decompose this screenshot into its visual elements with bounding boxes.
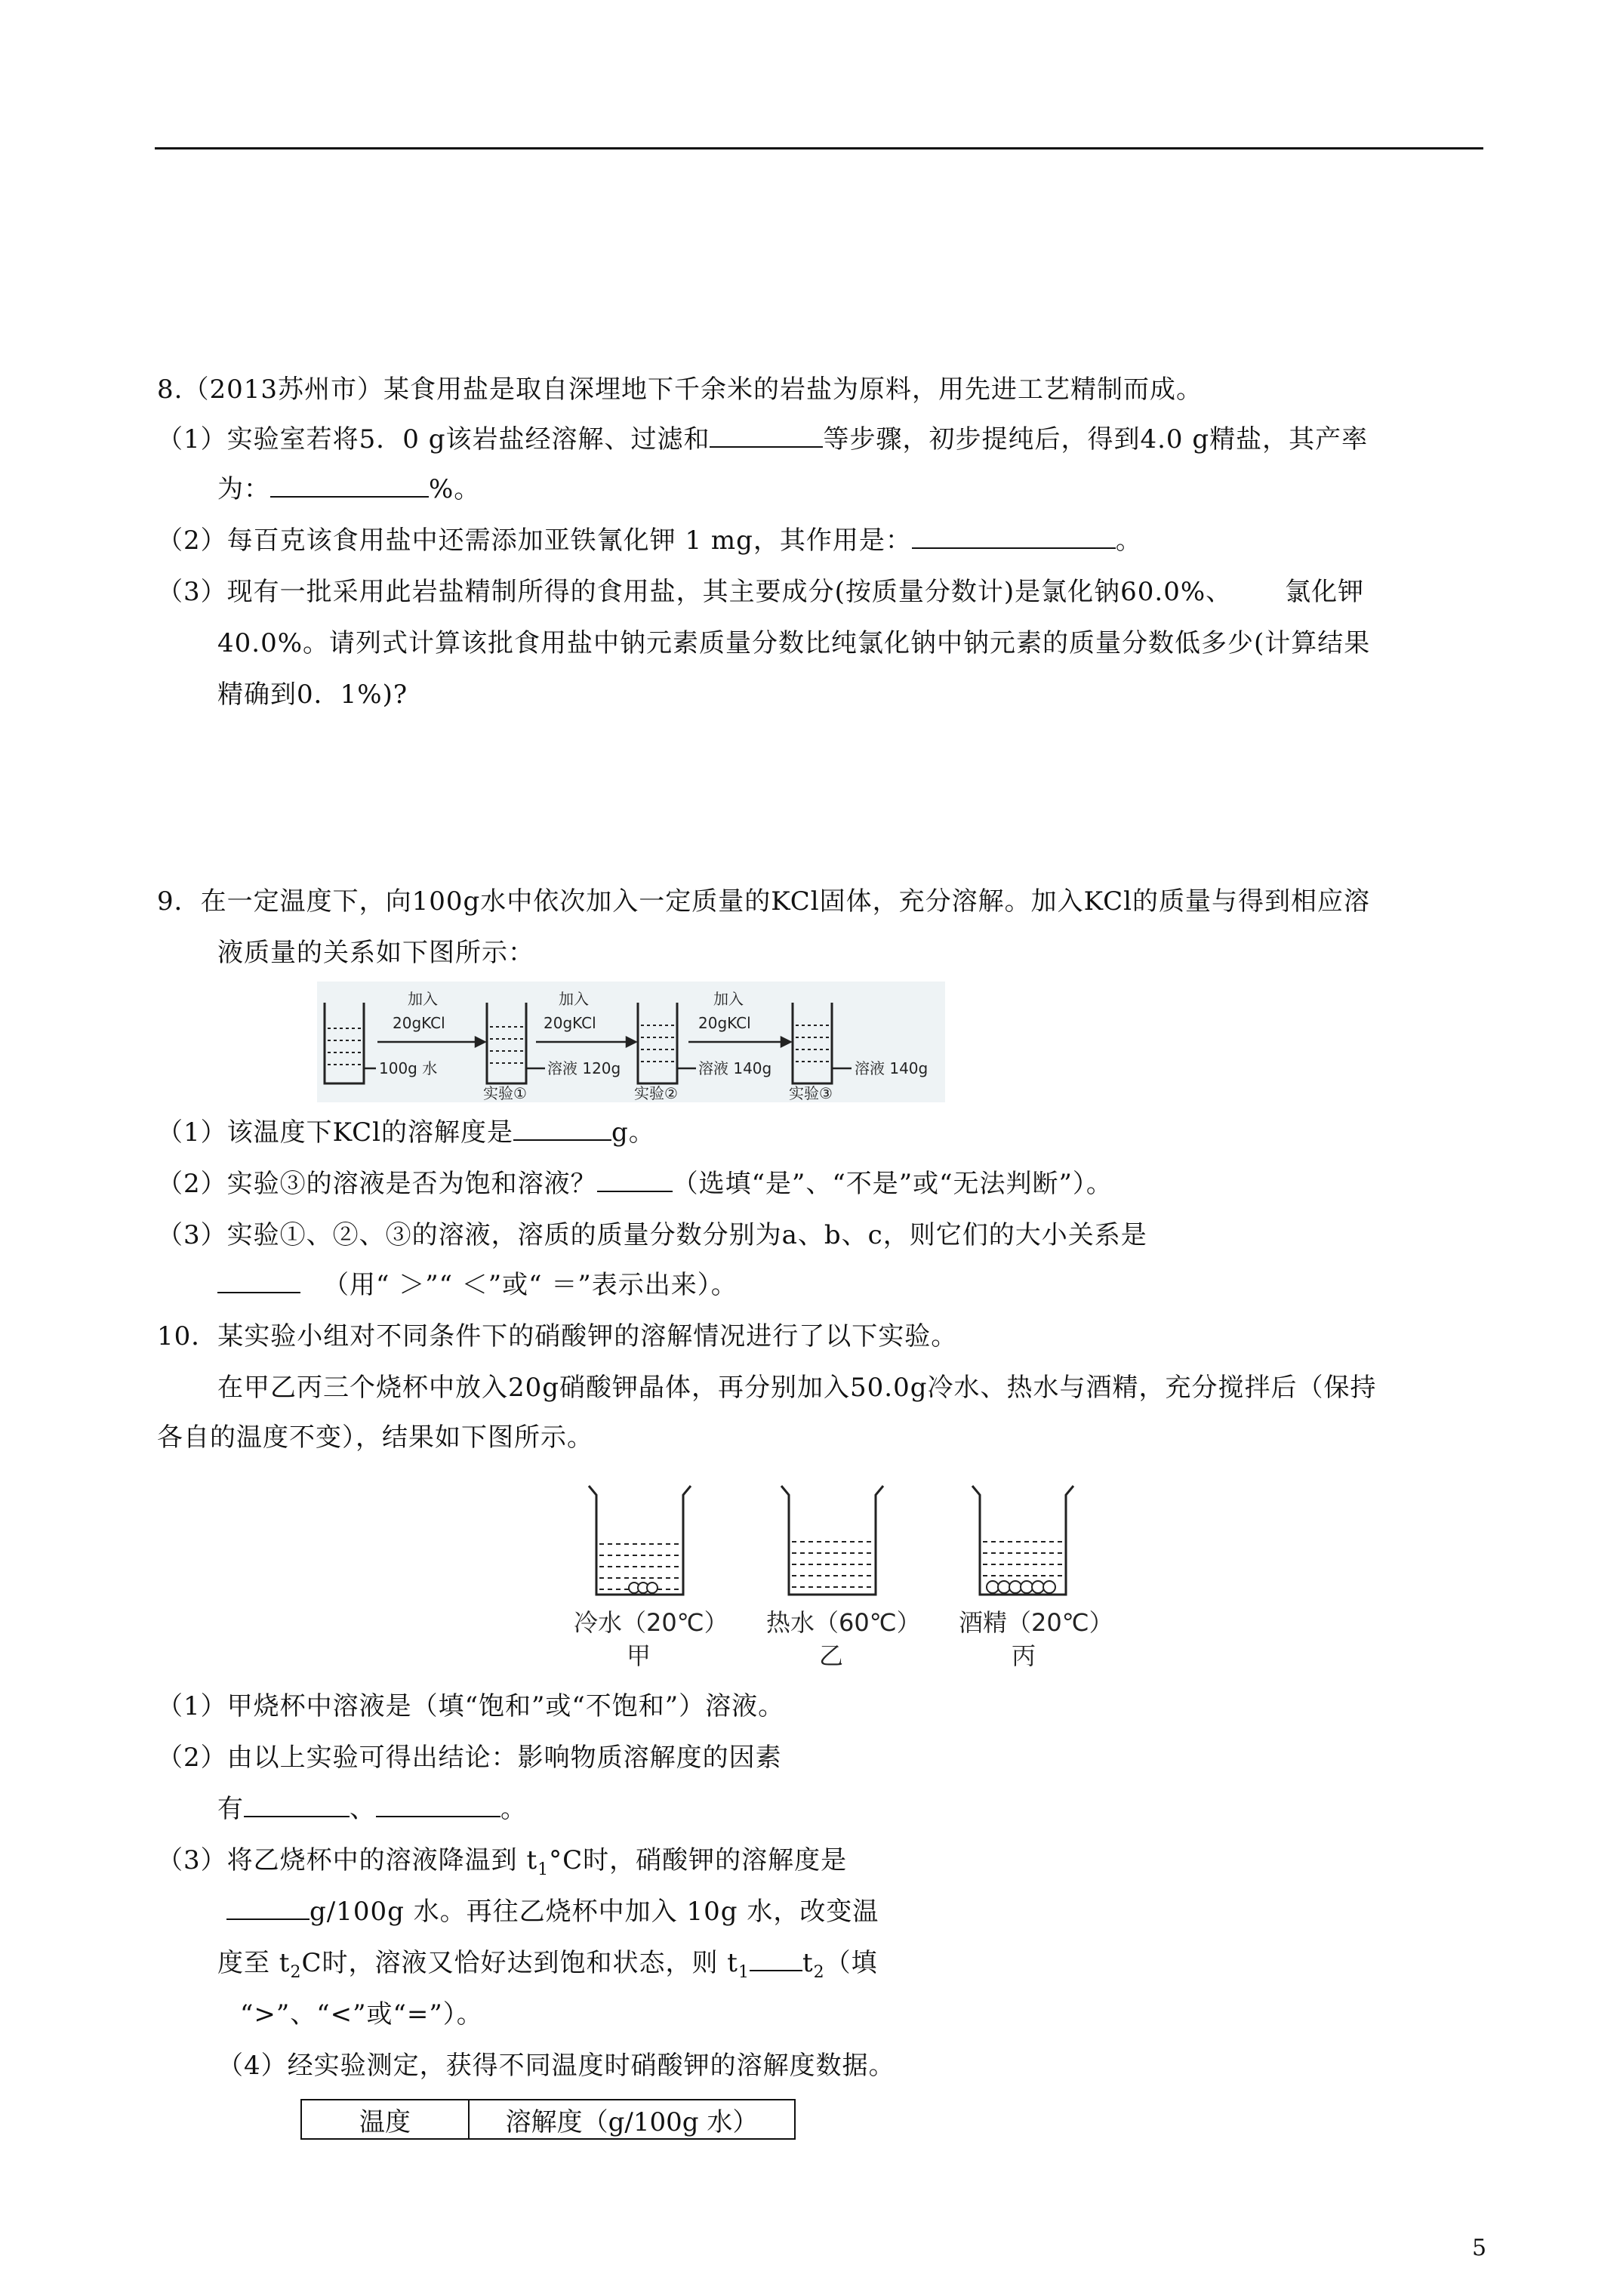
q8-part3-line3: 精确到0．1%)? — [217, 680, 408, 710]
q8-part3-line1: （3）现有一批采用此岩盐精制所得的食用盐，其主要成分(按质量分数计)是氯化钠60.0%、 氯化钾 — [157, 577, 1365, 607]
q8-part1-line1: （1）实验室若将5．0 g该岩盐经溶解、过滤和 等步骤，初步提纯后，得到4.0 g精盐，其产率 — [157, 424, 1369, 455]
q9-blank-saturated[interactable] — [597, 1168, 673, 1192]
q10-part2-line1: （2）由以上实验可得出结论：影响物质溶解度的因素 — [157, 1743, 782, 1773]
q9-stem-line1: 9．在一定温度下，向100g水中依次加入一定质量的KCl固体，充分溶解。加入KCl的质量与得到相应溶 — [157, 886, 1371, 917]
table-header-solubility: 溶解度（g/100g 水） — [469, 2100, 795, 2139]
page-number: 5 — [1472, 2235, 1487, 2261]
q10-blank-factor1[interactable] — [244, 1793, 350, 1817]
q9-add-label-2: 加入 — [559, 990, 589, 1008]
q9-add-label-1: 加入 — [408, 990, 438, 1008]
q10-solubility-table — [300, 2099, 796, 2140]
q10-part4: （4）经实验测定，获得不同温度时硝酸钾的溶解度数据。 — [217, 2051, 895, 2081]
q10-beaker2-name: 乙 — [819, 1641, 844, 1670]
q9-blank-relation[interactable] — [217, 1269, 300, 1293]
q10-beaker3-name: 丙 — [1012, 1641, 1036, 1670]
q9-add-label-3: 加入 — [713, 990, 744, 1008]
q10-blank-factor2[interactable] — [376, 1793, 500, 1817]
q8-part1-line2: 为： %。 — [217, 474, 481, 504]
table-row — [301, 2100, 795, 2139]
q10-part2-line2: 有 、 。 — [217, 1794, 527, 1824]
q10-part1: （1）甲烧杯中溶液是（填“饱和”或“不饱和”）溶液。 — [157, 1691, 785, 1721]
q9-solution3-label: 溶液 140g — [855, 1059, 929, 1077]
q9-exp2-label: 实验② — [634, 1084, 678, 1102]
q10-part3-line2: g/100g 水。再往乙烧杯中加入 10g 水，改变温 — [226, 1895, 879, 1928]
q9-add-amount-3: 20gKCl — [698, 1014, 751, 1032]
q8-part2: （2）每百克该食用盐中还需添加亚铁氰化钾 1 mg，其作用是： 。 — [157, 525, 1142, 556]
q8-blank-function[interactable] — [912, 525, 1116, 549]
q8-part3-line2: 40.0%。请列式计算该批食用盐中钠元素质量分数比纯氯化钠中钠元素的质量分数低多少(计算结果 — [217, 628, 1371, 658]
table-header-temperature: 温度 — [301, 2100, 469, 2139]
q9-stem-line2: 液质量的关系如下图所示： — [217, 938, 534, 968]
q10-beaker2-label: 热水（60℃） — [766, 1608, 921, 1637]
q8-blank-step[interactable] — [710, 424, 823, 448]
q10-part3-line4: “>”、“<”或“=”）。 — [240, 1999, 483, 2029]
q9-exp1-label: 实验① — [483, 1084, 527, 1102]
q10-beaker1-label: 冷水（20℃） — [574, 1608, 728, 1637]
q9-figure-kcl-experiments — [317, 982, 945, 1102]
q8-stem: 8.（2013苏州市）某食用盐是取自深埋地下千余米的岩盐为原料，用先进工艺精制而成。 — [157, 374, 1203, 405]
q10-desc-line2: 各自的温度不变），结果如下图所示。 — [157, 1422, 593, 1453]
q10-figure-beakers — [559, 1472, 1132, 1676]
q10-stem: 10．某实验小组对不同条件下的硝酸钾的溶解情况进行了以下实验。 — [157, 1321, 958, 1351]
q9-blank-solubility[interactable] — [513, 1117, 611, 1141]
q8-blank-yield[interactable] — [270, 473, 429, 498]
header-rule — [155, 147, 1483, 149]
q9-solution1-label: 溶液 120g — [547, 1059, 621, 1077]
q9-exp3-label: 实验③ — [789, 1084, 833, 1102]
q10-beaker1-name: 甲 — [627, 1641, 651, 1670]
q9-add-amount-2: 20gKCl — [544, 1014, 596, 1032]
q9-part3-line1: （3）实验①、②、③的溶液，溶质的质量分数分别为a、b、c，则它们的大小关系是 — [157, 1220, 1147, 1250]
q9-water-label: 100g 水 — [379, 1059, 438, 1077]
q9-part2: （2）实验③的溶液是否为饱和溶液？ （选填“是”、“不是”或“无法判断”）。 — [157, 1169, 1113, 1199]
q10-blank-solubility[interactable] — [226, 1896, 310, 1920]
q10-part3-line3: 度至 $t_2C$时，溶液又恰好达到饱和状态，则 $t_1$ $t_2$（填 — [217, 1948, 878, 1982]
q9-part1: （1）该温度下KCl的溶解度是 g。 — [157, 1117, 655, 1148]
q10-desc-line1: 在甲乙丙三个烧杯中放入20g硝酸钾晶体，再分别加入50.0g冷水、热水与酒精，充分搅拌后（保持 — [217, 1373, 1377, 1403]
q10-beaker3-label: 酒精（20℃） — [959, 1608, 1113, 1637]
q9-add-amount-1: 20gKCl — [393, 1014, 445, 1032]
q10-blank-compare[interactable] — [750, 1947, 802, 1971]
q9-part3-line2: （用“ ＞”“ ＜”或“ ＝”表示出来）。 — [217, 1268, 738, 1302]
q9-solution2-label: 溶液 140g — [698, 1059, 772, 1077]
q10-part3-line1: （3）将乙烧杯中的溶液降温到 $t_1^\circ C$时，硝酸钾的溶解度是 — [157, 1845, 848, 1879]
